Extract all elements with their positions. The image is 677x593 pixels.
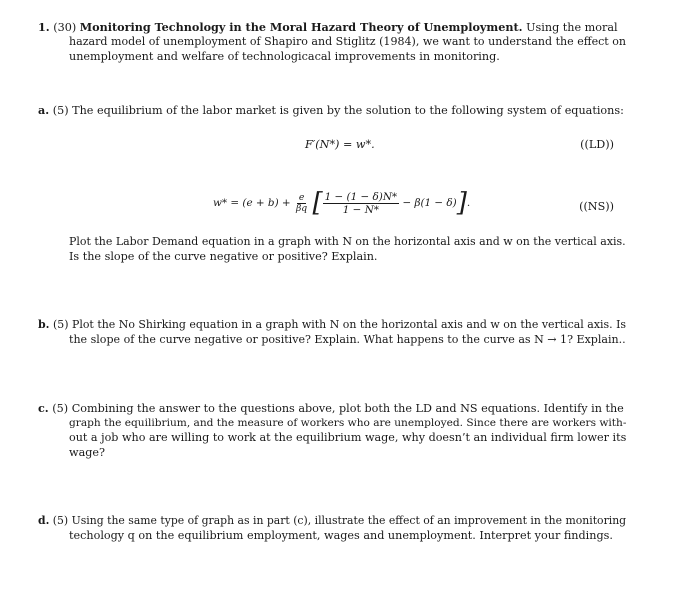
part-d-line2: techology q on the equilibrium employment, wages and unemployment. Interpret your findings.: [69, 529, 613, 542]
ld-equation: F′(N*) = w*.: [305, 138, 375, 151]
question-1-first-line: [38, 20, 618, 36]
part-d-label: d.: [38, 514, 50, 527]
part-a-first-line: [38, 103, 624, 119]
part-c-first-line: [38, 401, 624, 417]
ns-frac-denominator: 1 − N*: [342, 203, 379, 216]
question-title: Monitoring Technology in the Moral Hazard Theory of Unemployment.: [79, 20, 523, 34]
part-b-first-line: [38, 318, 626, 333]
question-intro-line3: unemployment and welfare of technologicacal improvements in monitoring.: [69, 50, 500, 63]
ns-lhs: w* = (e + b) +: [213, 197, 291, 209]
part-a-question-line2: Is the slope of the curve negative or positive? Explain.: [69, 250, 378, 263]
part-c-label: c.: [38, 401, 49, 415]
question-number: 1.: [38, 20, 50, 34]
right-bracket: ]: [456, 188, 467, 218]
part-a-text: The equilibrium of the labor market is given by the solution to the following system of equations:: [72, 104, 624, 117]
ns-rest: − β(1 − δ): [402, 197, 457, 209]
left-bracket: [: [312, 188, 323, 218]
question-points: (30): [53, 21, 77, 34]
part-a-question-line1: Plot the Labor Demand equation in a graph with N on the horizontal axis and w on the vertical axis.: [69, 235, 626, 248]
ns-coef-denominator: βq: [295, 202, 308, 214]
part-b-line2: the slope of the curve negative or positive? Explain. What happens to the curve as N → 1? Explain..: [69, 333, 626, 346]
ld-equation-tag: ((LD)): [580, 138, 614, 151]
ns-frac-numerator: 1 − (1 − δ)N*: [324, 190, 398, 203]
ns-coef-numerator: e: [298, 191, 305, 203]
part-a-points: (5): [52, 104, 69, 117]
part-b-label: b.: [38, 318, 50, 331]
ns-equation-tag: ((NS)): [579, 200, 614, 213]
part-d-first-line: [38, 514, 626, 529]
part-d-line1: Using the same type of graph as in part (c), illustrate the effect of an improvement in the monitoring: [71, 514, 627, 527]
ns-main-fraction: [323, 191, 400, 216]
part-c-points: (5): [52, 402, 69, 415]
question-intro-line2: hazard model of unemployment of Shapiro and Stiglitz (1984), we want to understand the effect on: [69, 35, 627, 48]
ns-coefficient-fraction: [294, 193, 309, 214]
ns-end: .: [466, 197, 471, 209]
part-b-points: (5): [52, 318, 69, 331]
part-c-line1: Combining the answer to the questions above, plot both the LD and NS equations. Identify in the: [71, 402, 624, 415]
ns-equation: [213, 190, 470, 216]
part-b-line1: Plot the No Shirking equation in a graph with N on the horizontal axis and w on the vertical axis. Is: [71, 318, 627, 331]
part-c-line2: graph the equilibrium, and the measure of workers who are unemployed. Since there are workers with-: [69, 417, 627, 429]
part-d-points: (5): [52, 514, 69, 527]
part-c-line4: wage?: [69, 446, 106, 459]
part-a-label: a.: [38, 103, 50, 117]
question-intro: Using the moral: [522, 21, 618, 34]
part-c-line3: out a job who are willing to work at the equilibrium wage, why doesn’t an individual firm lower its: [69, 431, 627, 444]
